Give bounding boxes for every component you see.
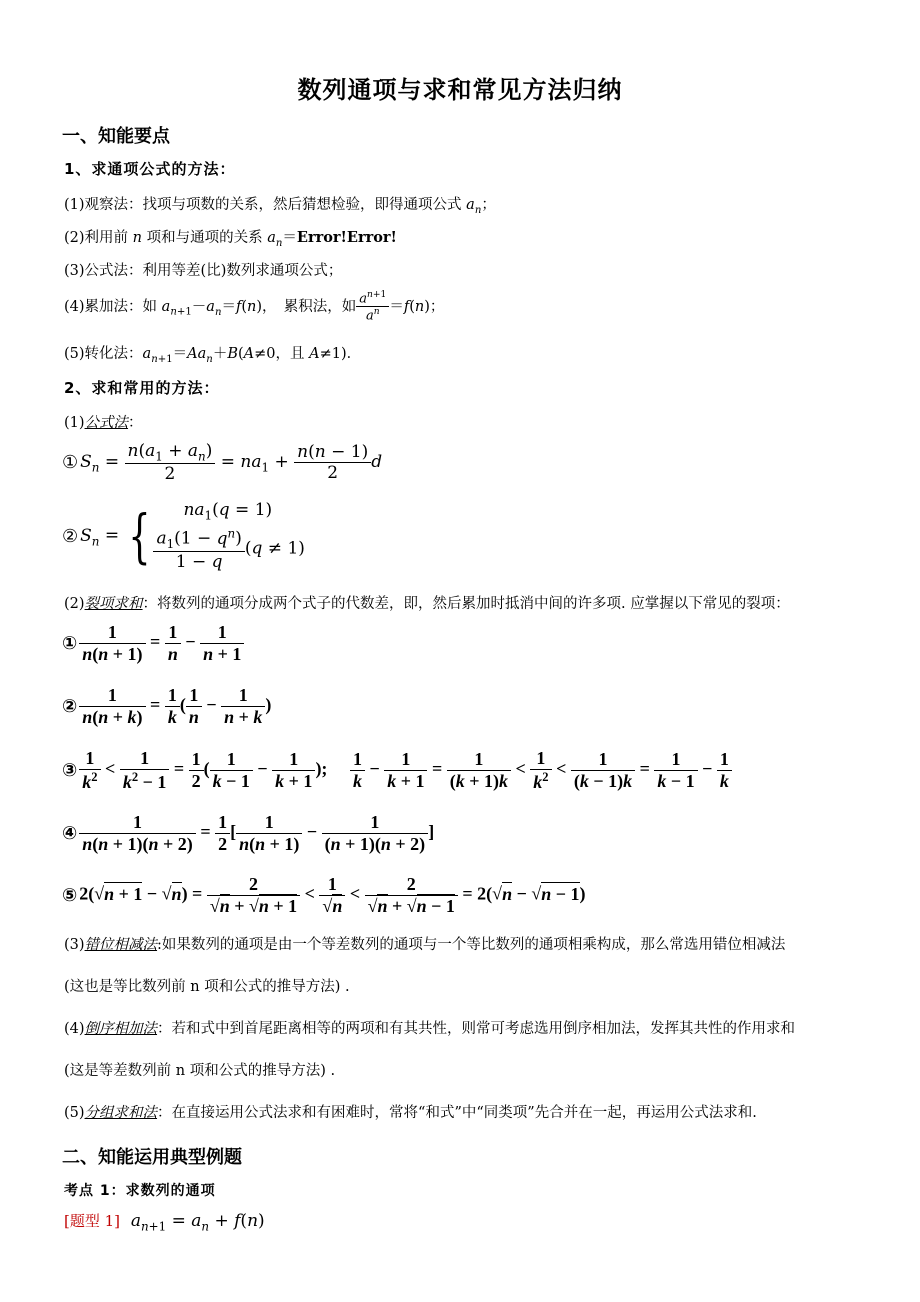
split-formula-3: ③ $\frac{1}{k^2}$ < $\frac{1}{k^2 - 1}$ = $\frac{1}{2}$ ( $\frac{1}{k - 1}$ − $\frac{1}{k + 1}$ ); $\frac{1}{k}$ − $\frac{1}{k + 1}$ = $\frac{1}{(k + 1)k}$ < $\frac{1}{k^2}$ < $\frac{1}{(k - 1)k}$ = $\frac{1}{k - 1}$ − $\frac{1}{k}$	[62, 748, 732, 793]
split-formula-2: ② $\frac{1}{n(n + k)}$ = $\frac{1}{k}$ ( $\frac{1}{n}$ − $\frac{1}{n + k}$ )	[62, 685, 272, 727]
type1-label: [题型 1]	[64, 1212, 121, 1230]
page-title: 数列通项与求和常见方法归纳	[297, 75, 623, 104]
geo-sum-formula: ② $S_n$ = { $na_1(q = 1)$ $\frac{a_1(1 - q^n)}{1 - q}$ (q ≠ 1)	[62, 500, 305, 573]
group-method-text: (5)分组求和法：在直接运用公式法求和有困难时，常将“和式”中“同类项”先合并在一起，再运用公式法求和.	[64, 1105, 757, 1121]
section-heading-1: 一、知能要点	[62, 126, 170, 147]
subsection-heading-1: 1、求通项公式的方法：	[64, 160, 236, 178]
arith-sum-formula: ① $S_n$ = $\frac{n(a_1 + a_n)}{2}$ = $na_1$ + $\frac{n(n - 1)}{2}$ d	[62, 441, 383, 485]
split-formula-5: ⑤ 2(√n + 1 − √n) = $\frac{2}{√n + √n + 1}$ < $\frac{1}{√n}$ < $\frac{2}{√n + √n - 1}$ = 2(√n − √n − 1)	[62, 874, 586, 916]
method-sum-relation: (2)利用前 n 项和与通项的关系 $a_n=Error!Error$!	[64, 229, 397, 249]
type1-formula: [题型 1] $a_{n+1} = a_n + f(n)$	[64, 1211, 265, 1234]
split-formula-1: ① $\frac{1}{n(n + 1)}$ = $\frac{1}{n}$ − $\frac{1}{n + 1}$	[62, 622, 244, 665]
misaligned-method-cont: (这也是等比数列前 n 项和公式的推导方法) .	[64, 979, 350, 995]
reverse-method-text: (4)倒序相加法：若和式中到首尾距离相等的两项和有其共性，则常可考虑选用倒序相加法，发挥其共性的作用求和	[64, 1021, 796, 1037]
point-heading-1: 考点 1：求数列的通项	[64, 1183, 216, 1199]
split-method-text: (2)裂项求和：将数列的通项分成两个式子的代数差，即，然后累加时抵消中间的许多项. 应掌握以下常见的裂项：	[64, 596, 790, 612]
formula-method-label: (1)公式法：	[64, 415, 143, 431]
method-formula: (3)公式法：利用等差(比)数列求通项公式；	[64, 263, 343, 279]
split-formula-4: ④ $\frac{1}{n(n + 1)(n + 2)}$ = $\frac{1}{2}$ [ $\frac{1}{n(n + 1)}$ − $\frac{1}{(n + 1)(n + 2)}$ ]	[62, 812, 435, 854]
section-heading-2: 二、知能运用典型例题	[62, 1147, 242, 1168]
method-transform: (5)转化法：$a_{n+1}=Aa_n+B(A\ne 0$，且 A≠1)．	[64, 346, 362, 365]
method-accumulate: (4)累加法：如 $a_{n+1}-a_n=f(n)$， 累积法，如 $\frac{a^{n+1}}{a^n}$ ＝f(n)；	[64, 290, 445, 324]
subsection-heading-2: 2、求和常用的方法：	[64, 379, 220, 397]
reverse-method-cont: (这是等差数列前 n 项和公式的推导方法) .	[64, 1063, 336, 1079]
method-observe: (1)观察法：找项与项数的关系，然后猜想检验，即得通项公式 $a_n$；	[64, 197, 496, 216]
misaligned-method-text: (3)错位相减法:如果数列的通项是由一个等差数列的通项与一个等比数列的通项相乘构成，那么常选用错位相减法	[64, 937, 786, 953]
